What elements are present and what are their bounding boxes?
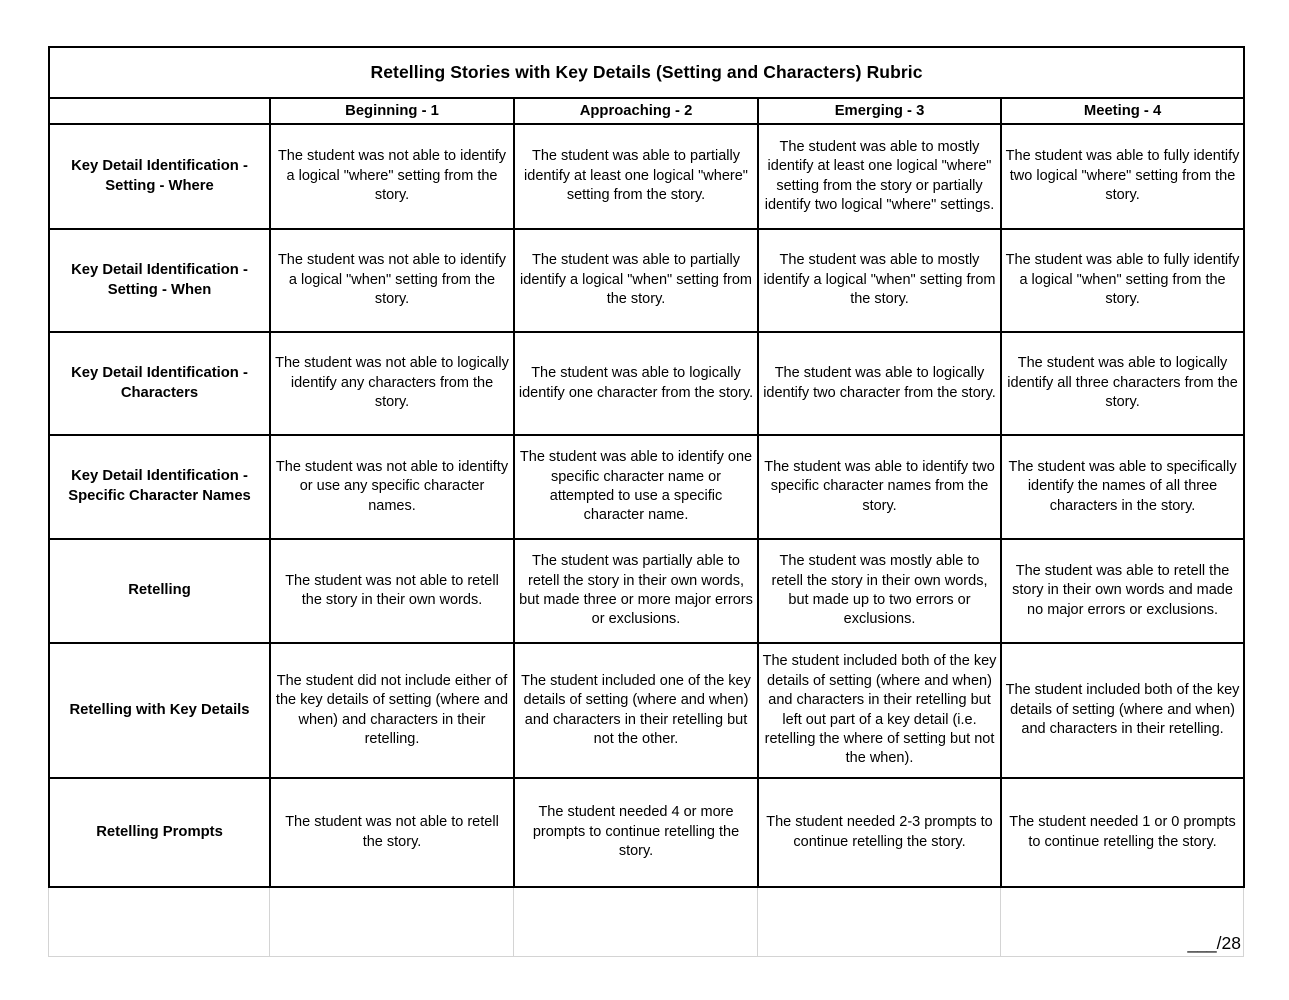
score-empty-cell [270,888,514,957]
rubric-cell: The student needed 2-3 prompts to continue retelling the story. [758,778,1001,887]
rubric-cell: The student was not able to logically identify any characters from the story. [270,332,514,435]
rubric-cell: The student included one of the key details of setting (where and when) and characters in their retelling but not the other. [514,643,758,778]
row-label: Key Detail Identification - Characters [49,332,270,435]
score-empty-cell [514,888,758,957]
rubric-row [49,643,1244,778]
rubric-cell: The student needed 4 or more prompts to continue retelling the story. [514,778,758,887]
rubric-cell: The student was able to retell the story in their own words and made no major errors or exclusions. [1001,539,1244,643]
title-row [49,47,1244,98]
rubric-body [49,124,1244,887]
page-title: Retelling Stories with Key Details (Setting and Characters) Rubric [49,47,1244,98]
rubric-cell: The student was able to identify two specific character names from the story. [758,435,1001,539]
score-empty-cell [49,888,270,957]
rubric-cell: The student was able to fully identify a logical "when" setting from the story. [1001,229,1244,332]
score-empty-cell [758,888,1001,957]
rubric-cell: The student was not able to retell the story in their own words. [270,539,514,643]
score-row-cells [49,888,1244,957]
rubric-cell: The student was able to logically identify all three characters from the story. [1001,332,1244,435]
column-header: Emerging - 3 [758,98,1001,124]
rubric-row [49,332,1244,435]
rubric-cell: The student was not able to identify a logical "where" setting from the story. [270,124,514,229]
header-row [49,98,1244,124]
rubric-row [49,435,1244,539]
rubric-cell: The student was able to fully identify two logical "where" setting from the story. [1001,124,1244,229]
rubric-row [49,229,1244,332]
rubric-cell: The student was able to mostly identify at least one logical "where" setting from the story or partially identify two logical "where" settings. [758,124,1001,229]
row-label: Retelling [49,539,270,643]
rubric-table [48,46,1245,888]
rubric-row [49,778,1244,887]
rubric-cell: The student did not include either of the key details of setting (where and when) and characters in their retelling. [270,643,514,778]
header-empty-cell [49,98,270,124]
rubric-cell: The student was able to mostly identify a logical "when" setting from the story. [758,229,1001,332]
row-label: Retelling Prompts [49,778,270,887]
rubric-cell: The student was able to identify one specific character name or attempted to use a specific character name. [514,435,758,539]
total-score: ___/28 [1001,888,1244,957]
rubric-row [49,124,1244,229]
column-header: Beginning - 1 [270,98,514,124]
rubric-cell: The student was able to logically identify one character from the story. [514,332,758,435]
rubric-cell: The student was not able to identifty or use any specific character names. [270,435,514,539]
row-label: Key Detail Identification - Specific Character Names [49,435,270,539]
rubric-cell: The student was partially able to retell the story in their own words, but made three or more major errors or exclusions. [514,539,758,643]
row-label: Key Detail Identification - Setting - When [49,229,270,332]
column-header: Meeting - 4 [1001,98,1244,124]
row-label: Key Detail Identification - Setting - Where [49,124,270,229]
rubric-cell: The student was able to partially identify a logical "when" setting from the story. [514,229,758,332]
rubric-cell: The student was mostly able to retell the story in their own words, but made up to two errors or exclusions. [758,539,1001,643]
rubric-cell: The student was not able to identify a logical "when" setting from the story. [270,229,514,332]
score-row [48,888,1244,957]
rubric-cell: The student was able to partially identify at least one logical "where" setting from the story. [514,124,758,229]
rubric-cell: The student included both of the key details of setting (where and when) and characters in their retelling but left out part of a key detail (i.e. retelling the where of setting but not the when). [758,643,1001,778]
rubric-cell: The student needed 1 or 0 prompts to continue retelling the story. [1001,778,1244,887]
row-label: Retelling with Key Details [49,643,270,778]
rubric-row [49,539,1244,643]
rubric-cell: The student was able to specifically identify the names of all three characters in the story. [1001,435,1244,539]
rubric-cell: The student included both of the key details of setting (where and when) and characters in their retelling. [1001,643,1244,778]
rubric-cell: The student was able to logically identify two character from the story. [758,332,1001,435]
rubric-cell: The student was not able to retell the story. [270,778,514,887]
rubric-wrap [48,46,1243,957]
column-header: Approaching - 2 [514,98,758,124]
